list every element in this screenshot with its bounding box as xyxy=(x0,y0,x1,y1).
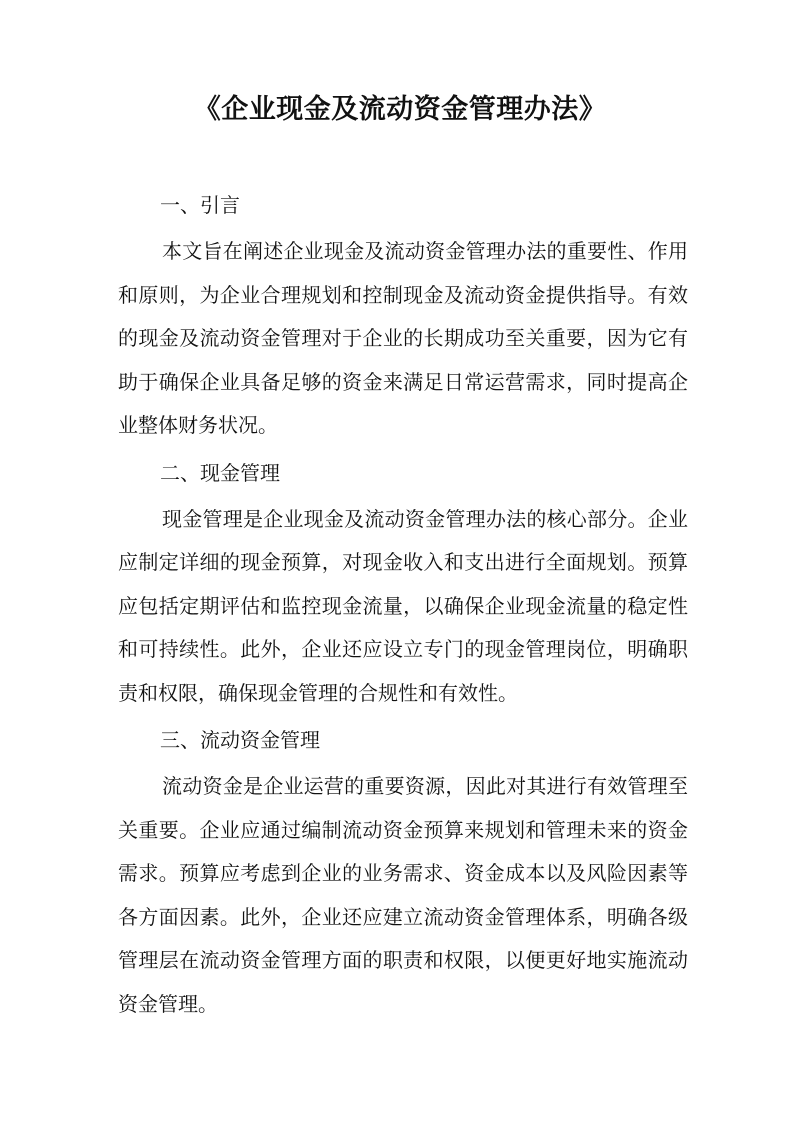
section-heading: 二、现金管理 xyxy=(160,460,280,485)
section-paragraph: 本文旨在阐述企业现金及流动资金管理办法的重要性、作用和原则，为企业合理规划和控制现金及流动资金提供指导。有效的现金及流动资金管理对于企业的长期成功至关重要，因为它有助于确保企业具备足够的资金来满足日常运营需求，同时提高企业整体财务状况。 xyxy=(118,239,688,437)
section-cash-management xyxy=(118,454,688,716)
section-paragraph: 现金管理是企业现金及流动资金管理办法的核心部分。企业应制定详细的现金预算，对现金收入和支出进行全面规划。预算应包括定期评估和监控现金流量，以确保企业现金流量的稳定性和可持续性。此外，企业还应设立专门的现金管理岗位，明确职责和权限，确保现金管理的合规性和有效性。 xyxy=(118,506,688,705)
section-heading: 三、流动资金管理 xyxy=(160,728,320,752)
document-title: 《企业现金及流动资金管理办法》 xyxy=(193,94,607,125)
section-heading: 一、引言 xyxy=(160,193,240,217)
document-body xyxy=(118,186,688,1032)
section-introduction xyxy=(118,186,688,448)
section-paragraph: 流动资金是企业运营的重要资源，因此对其进行有效管理至关重要。企业应通过编制流动资金预算来规划和管理未来的资金需求。预算应考虑到企业的业务需求、资金成本以及风险因素等各方面因素。此外，企业还应建立流动资金管理体系，明确各级管理层在流动资金管理方面的职责和权限，以便更好地实施流动资金管理。 xyxy=(118,774,688,1016)
section-working-capital-management xyxy=(118,721,688,1026)
